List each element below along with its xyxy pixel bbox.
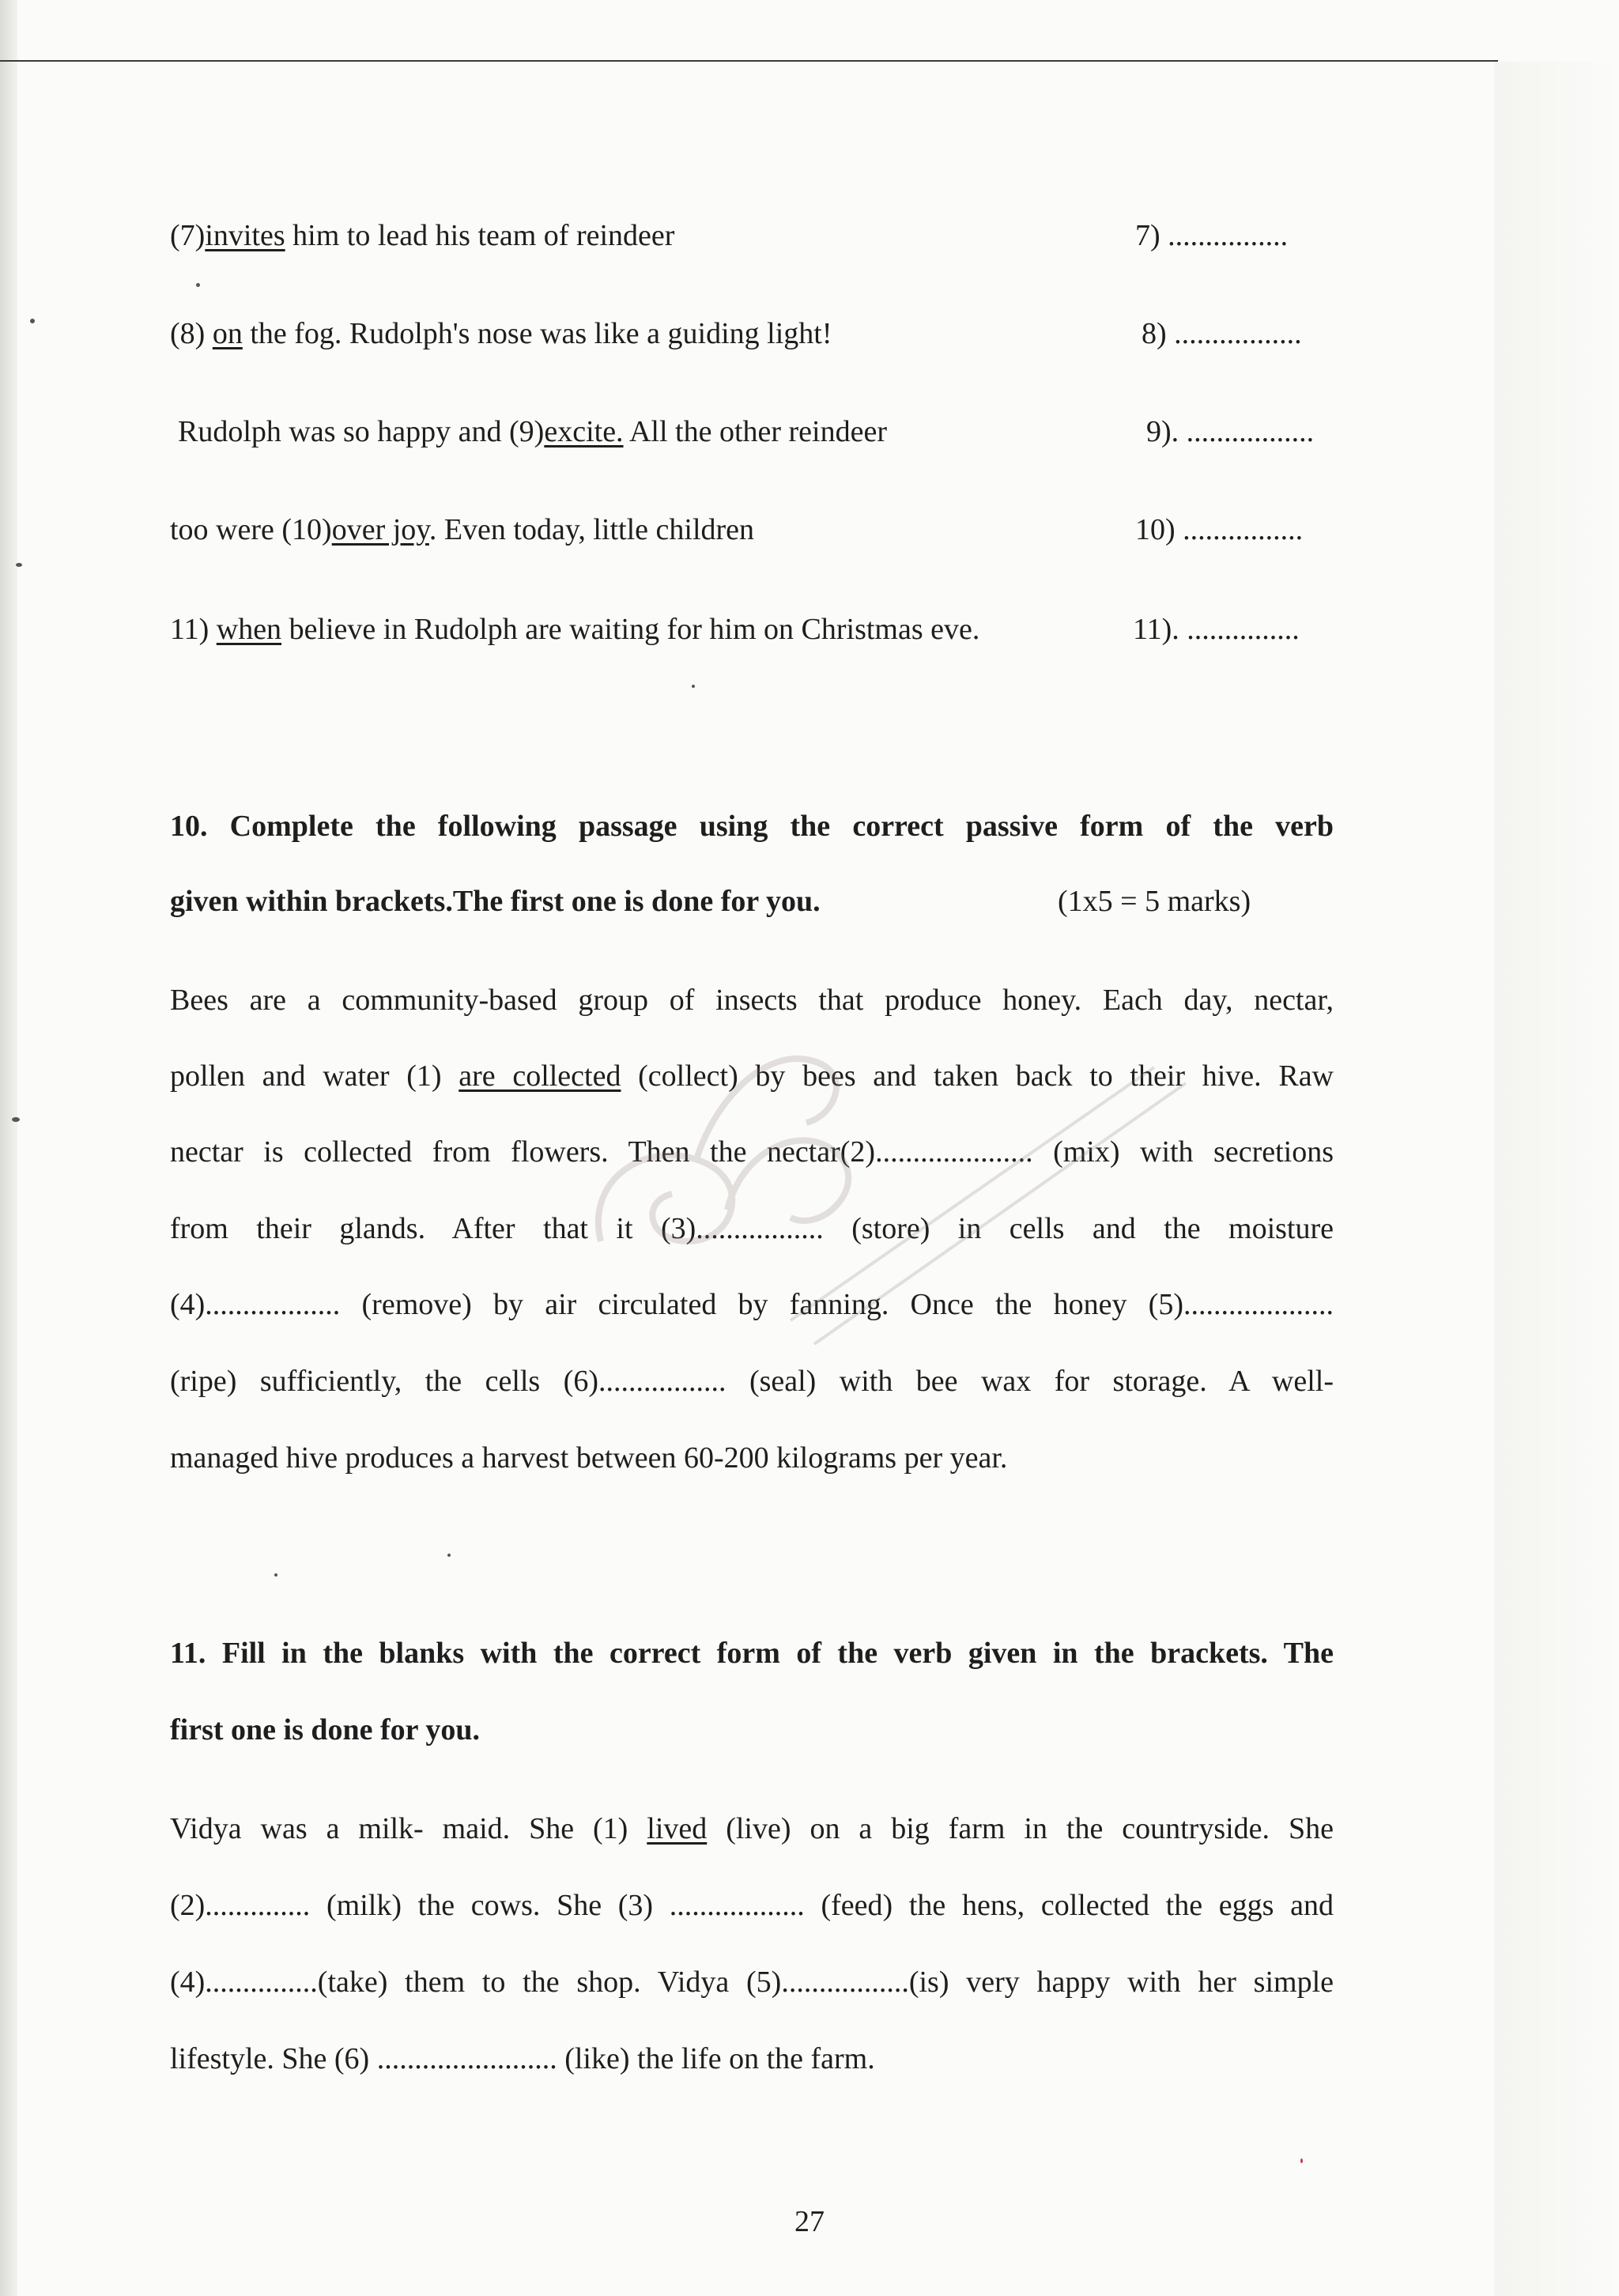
row-text: the fog. Rudolph's nose was like a guiding light! xyxy=(242,317,832,350)
exercise-11-heading-continued: first one is done for you. xyxy=(170,1713,480,1747)
top-rule xyxy=(0,60,1498,62)
answer-blank[interactable]: 10) ................ xyxy=(1135,513,1304,546)
passage-text: (collect) by bees and taken back to their hive. Raw xyxy=(621,1059,1334,1093)
passage-line[interactable]: (ripe) sufficiently, the cells (6)................. (seal) with bee wax for storage. A well- xyxy=(170,1365,1334,1398)
passage-line: Bees are a community-based group of insects that produce honey. Each day, nectar, xyxy=(170,984,1334,1017)
row-prefix: 11) xyxy=(170,613,217,646)
scan-speck xyxy=(16,563,22,567)
scan-speck xyxy=(447,1554,451,1557)
answer-blank[interactable]: 11). ............... xyxy=(1133,613,1300,646)
exercise-9-row xyxy=(170,315,832,353)
passage-line[interactable]: (2).............. (milk) the cows. She (3) .................. (feed) the hens, collected the eggs and xyxy=(170,1889,1334,1922)
exercise-9-row xyxy=(170,217,674,255)
answer-blank[interactable]: 7) ................ xyxy=(1135,219,1289,252)
passage-line: managed hive produces a harvest between 60-200 kilograms per year. xyxy=(170,1441,1008,1475)
scan-speck xyxy=(274,1573,277,1577)
row-text: All the other reindeer xyxy=(623,415,887,448)
scan-speck xyxy=(1300,2158,1303,2163)
passage-line[interactable]: lifestyle. She (6) ........................ (like) the life on the farm. xyxy=(170,2042,875,2075)
row-text: . Even today, little children xyxy=(428,513,755,546)
passage-line xyxy=(170,1057,1334,1095)
passage-line[interactable]: from their glands. After that it (3)................. (store) in cells and the moisture xyxy=(170,1212,1334,1245)
passage-line[interactable]: (4).................. (remove) by air circulated by fanning. Once the honey (5).................... xyxy=(170,1288,1334,1321)
answer-blank[interactable]: 9). ................. xyxy=(1146,415,1315,448)
exercise-9-row xyxy=(170,511,754,549)
row-text: believe in Rudolph are waiting for him on Christmas eve. xyxy=(281,613,980,646)
passage-line[interactable]: (4)...............(take) them to the shop. Vidya (5).................(is) very happy with her simple xyxy=(170,1966,1334,1999)
marks-label: (1x5 = 5 marks) xyxy=(1058,885,1251,918)
exercise-11-heading: 11. Fill in the blanks with the correct form of the verb given in the brackets. The xyxy=(170,1637,1334,1670)
row-text: him to lead his team of reindeer xyxy=(285,219,675,252)
underlined-word: on xyxy=(212,317,243,350)
row-prefix: (8) xyxy=(170,317,213,350)
scan-speck xyxy=(30,319,35,323)
underlined-word: when xyxy=(216,613,282,646)
answer-blank[interactable]: 8) ................. xyxy=(1142,317,1302,350)
row-prefix: Rudolph was so happy and (9) xyxy=(178,415,545,448)
passage-line xyxy=(170,1810,1334,1848)
exercise-9-row xyxy=(178,413,887,451)
scan-edge-shadow xyxy=(0,0,17,2296)
page-right-shadow xyxy=(1494,62,1619,2296)
passage-line[interactable]: nectar is collected from flowers. Then the nectar(2)..................... (mix) with secretions xyxy=(170,1135,1334,1169)
example-answer: lived xyxy=(647,1812,708,1845)
exercise-10-heading: 10. Complete the following passage using the correct passive form of the verb xyxy=(170,810,1334,843)
exercise-9-row xyxy=(170,610,979,648)
underlined-word: invites xyxy=(205,219,285,252)
passage-text: pollen and water (1) xyxy=(170,1059,459,1093)
exercise-10-heading-continued: given within brackets.The first one is done for you. xyxy=(170,885,821,918)
example-answer: are collected xyxy=(459,1059,621,1093)
passage-text: (live) on a big farm in the countryside. She xyxy=(707,1812,1334,1845)
row-prefix: (7) xyxy=(170,219,206,252)
scan-speck xyxy=(12,1117,20,1122)
row-prefix: too were (10) xyxy=(170,513,332,546)
page-number: 27 xyxy=(794,2205,825,2238)
scan-speck xyxy=(692,685,695,688)
underlined-word: excite. xyxy=(544,415,624,448)
passage-text: Vidya was a milk- maid. She (1) xyxy=(170,1812,647,1845)
scan-speck xyxy=(196,283,200,287)
underlined-word: over joy xyxy=(331,513,429,546)
